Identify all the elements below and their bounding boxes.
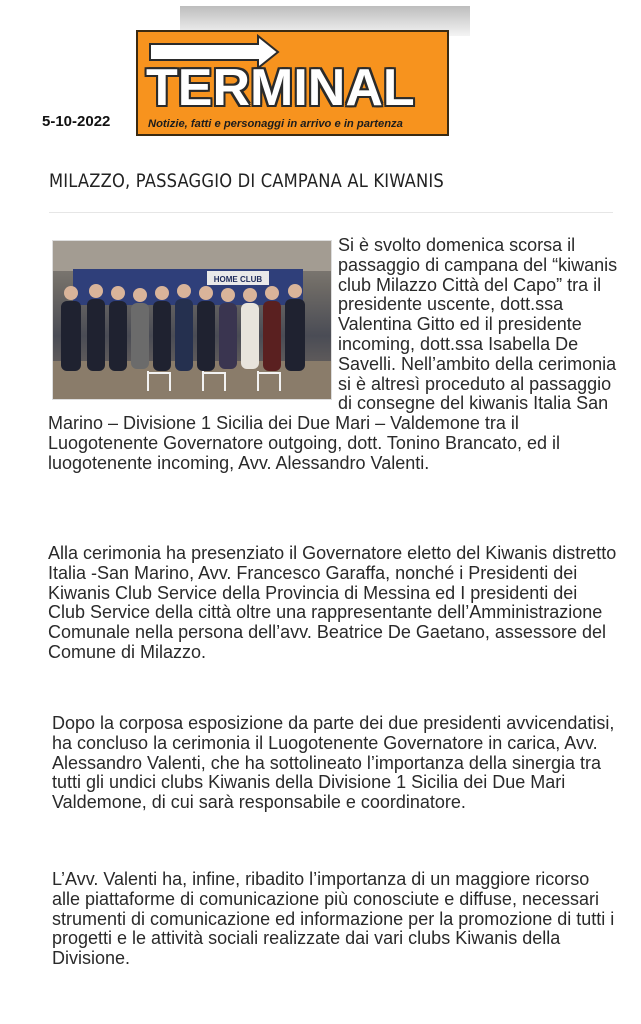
logo-wordmark: TERMINAL xyxy=(146,59,415,117)
headline-divider xyxy=(49,212,613,213)
article-headline: MILAZZO, PASSAGGIO DI CAMPANA AL KIWANIS xyxy=(49,170,444,192)
logo-tagline: Notizie, fatti e personaggi in arrivo e in partenza xyxy=(148,118,403,130)
article-paragraph-2: Alla cerimonia ha presenziato il Governatore eletto del Kiwanis distretto Italia -San Marino, Avv. Francesco Garaffa, nonché i Presidenti dei Kiwanis Club Service della Provincia di Messina ed I presidenti dei Club Service della città oltre una rappresentante dell’Amministrazione Comunale nella persona dell’avv. Beatrice De Gaetano, assessore del Comune di Milazzo. xyxy=(48,543,617,662)
article-paragraph-4: L’Avv. Valenti ha, infine, ribadito l’importanza di un maggiore ricorso alle piattaforme di comunicazione più conosciute e diffuse, necessari strumenti di comunicazione ed informazione per la promozione di tutti i progetti e le attività sociali realizzate dai vari clubs Kiwanis della Divisione. xyxy=(52,869,615,969)
article-paragraph-1 xyxy=(48,236,618,474)
terminal-logo xyxy=(136,30,449,136)
article-paragraph-3: Dopo la corposa esposizione da parte dei due presidenti avvicendatisi, ha concluso la cerimonia il Luogotenente Governatore in carica, Avv. Alessandro Valenti, che ha sottolineato l’importanza della sinergia tra tutti gli undici clubs Kiwanis della Divisione 1 Sicilia dei Due Mari Valdemone, di cui sarà responsabile e coordinatore. xyxy=(52,713,615,813)
photo-banner-text: HOME CLUB xyxy=(213,275,263,284)
publication-date: 5-10-2022 xyxy=(42,113,111,130)
article-paragraph-1-text: Si è svolto domenica scorsa il passaggio di campana del “kiwanis club Milazzo Città del Capo” tra il presidente uscente, dott.ssa Valentina Gitto ed il presidente incoming, dott.ssa Isabella De Savelli. Nell’ambito della cerimonia si è altresì proceduto al passaggio di consegne del kiwanis Italia San Marino – Divisione 1 Sicilia dei Due Mari – Valdemone tra il Luogotenente Governatore outgoing, dott. Tonino Brancato, ed il luogotenente incoming, Avv. Alessandro Valenti. xyxy=(48,235,618,473)
